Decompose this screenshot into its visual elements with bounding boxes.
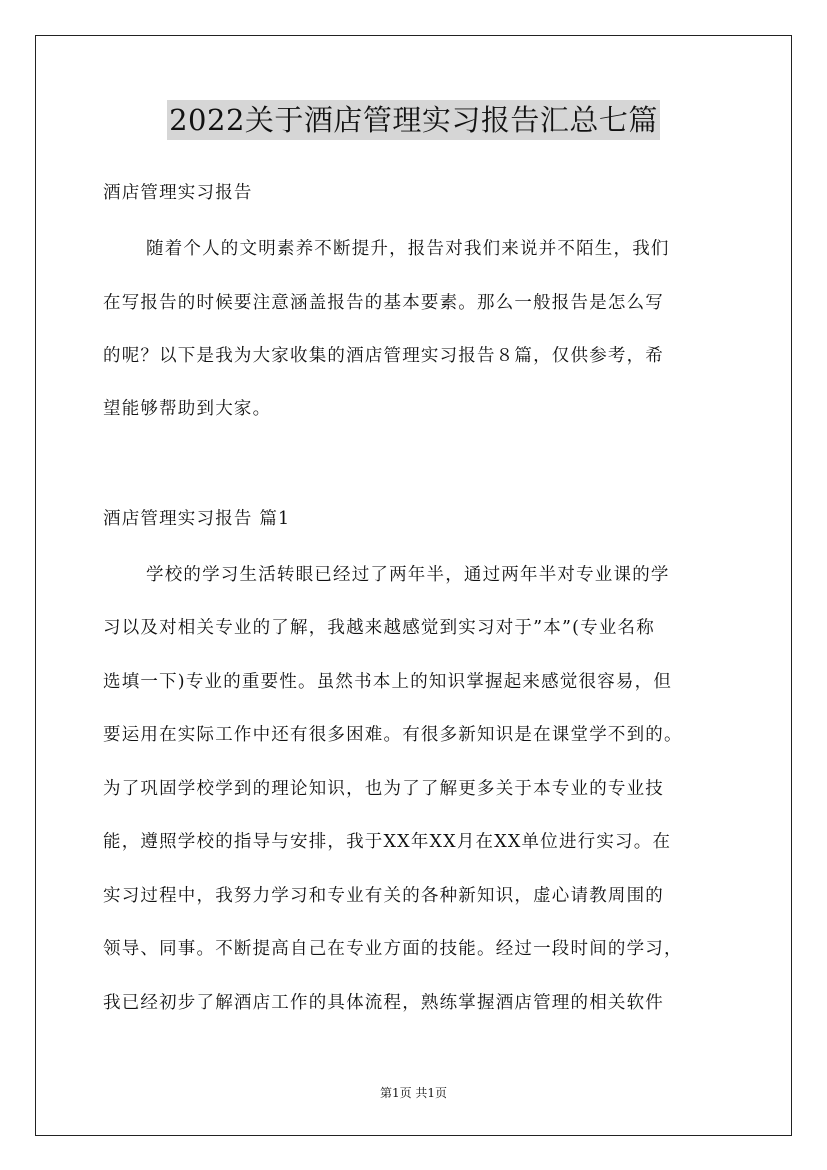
intro-line-1: 随着个人的文明素养不断提升，报告对我们来说并不陌生，我们 [146,239,670,259]
document-title: 2022关于酒店管理实习报告汇总七篇 [167,100,660,140]
intro-line-4: 望能够帮助到大家。 [103,399,272,419]
intro-line-2: 在写报告的时候要注意涵盖报告的基本要素。那么一般报告是怎么写 [103,293,664,313]
part1-line-3: 选填一下)专业的重要性。虽然书本上的知识掌握起来感觉很容易，但 [103,672,673,692]
part1-line-5: 为了巩固学校学到的理论知识，也为了了解更多关于本专业的专业技 [103,779,664,799]
part1-line-4: 要运用在实际工作中还有很多困难。有很多新知识是在课堂学不到的。 [103,725,683,745]
intro-line-3: 的呢？以下是我为大家收集的酒店管理实习报告８篇，仅供参考，希 [103,346,664,366]
part1-line-1: 学校的学习生活转眼已经过了两年半，通过两年半对专业课的学 [146,565,670,585]
part1-line-8: 领导、同事。不断提高自己在专业方面的技能。经过一段时间的学习， [103,939,683,959]
section-heading: 酒店管理实习报告 [103,183,253,203]
part1-heading: 酒店管理实习报告 篇1 [103,509,291,529]
part1-line-7: 实习过程中，我努力学习和专业有关的各种新知识，虚心请教周围的 [103,886,664,906]
title-container [0,100,827,140]
part1-line-2: 习以及对相关专业的了解，我越来越感觉到实习对于”本”(专业名称 [103,618,655,638]
page-footer: 第1页 共1页 [379,1086,448,1100]
part1-line-9: 我已经初步了解酒店工作的具体流程，熟练掌握酒店管理的相关软件 [103,993,664,1013]
part1-line-6: 能，遵照学校的指导与安排，我于XX年XX月在XX单位进行实习。在 [103,832,672,852]
